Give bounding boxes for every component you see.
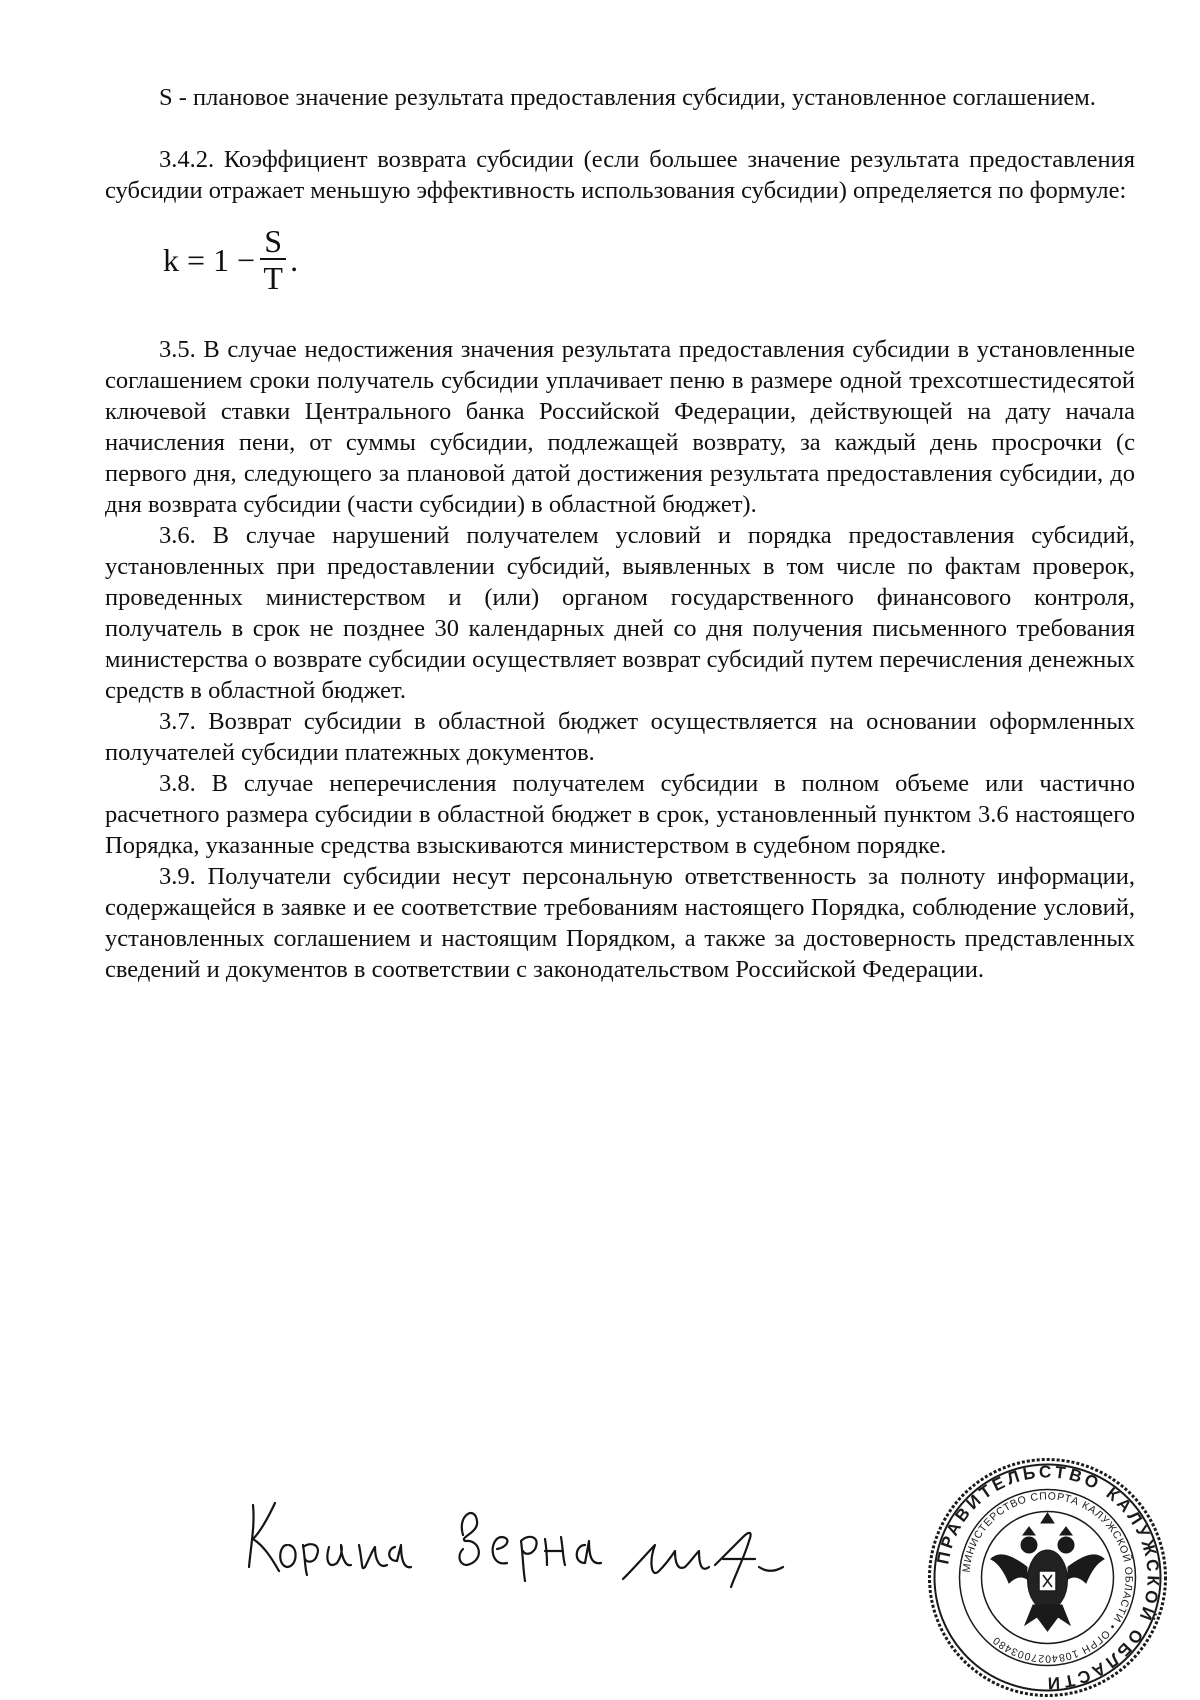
paragraph-s-definition: S - плановое значение результата предоставления субсидии, установленное соглашением. [159, 84, 1096, 111]
paragraph-3-4-2: 3.4.2. Коэффициент возврата субсидии (если большее значение результата предоставления субсидии отражает меньшую эффективность использования субсидии) определяется по формуле: [105, 146, 1135, 204]
paragraph-3-9: 3.9. Получатели субсидии несут персональную ответственность за полноту информации, содержащейся в заявке и ее соответствие требованиям настоящего Порядка, соблюдение условий, установленных соглашением и настоящим Порядком, а также за достоверность представленных сведений и документов в соответствии с законодательством Российской Федерации. [105, 863, 1135, 983]
paragraph-gap [105, 113, 1135, 144]
paragraph-3-5: 3.5. В случае недостижения значения результата предоставления субсидии в установленные соглашением сроки получатель субсидии уплачивает пеню в размере одной трехсотшестидесятой ключевой ставки Центрального банка Российской Федерации, действующей на дату начала начисления пени, от суммы субсидии, подлежащей возврату, за каждый день просрочки (с первого дня, следующего за плановой датой достижения результата предоставления субсидии, до дня возврата субсидии (части субсидии) в областной бюджет). [105, 336, 1135, 518]
handwritten-signature [245, 1475, 805, 1605]
formula-fraction [260, 224, 286, 296]
formula-numerator: S [264, 223, 282, 259]
formula-lhs: k = 1 − [163, 241, 256, 278]
formula [163, 224, 298, 296]
paragraph-3-6: 3.6. В случае нарушений получателем условий и порядка предоставления субсидий, установленных при предоставлении субсидий, выявленных в том числе по фактам проверок, проведенных министерством и (или) органом государственного финансового контроля, получатель в срок не позднее 30 календарных дней со дня получения письменного требования министерства о возврате субсидии осуществляет возврат субсидий путем перечисления денежных средств в областной бюджет. [105, 522, 1135, 704]
formula-suffix: . [290, 241, 299, 278]
official-seal [925, 1455, 1170, 1700]
svg-text:МИНИСТЕРСТВО СПОРТА КАЛУЖСКОЙ: МИНИСТЕРСТВО СПОРТА КАЛУЖСКОЙ ОБЛАСТИ • ОГРН 1084027003480 [960, 1490, 1135, 1665]
paragraph-3-8: 3.8. В случае неперечисления получателем субсидии в полном объеме или частично расчетного размера субсидии в областной бюджет в срок, установленный пунктом 3.6 настоящего Порядка, указанные средства взыскиваются министерством в судебном порядке. [105, 770, 1135, 859]
document-body [105, 82, 1135, 985]
paragraph-3-7: 3.7. Возврат субсидии в областной бюджет осуществляется на основании оформленных получателей субсидии платежных документов. [105, 708, 1135, 766]
svg-text:ПРАВИТЕЛЬСТВО КАЛУЖСКОЙ ОБЛАСТ: ПРАВИТЕЛЬСТВО КАЛУЖСКОЙ ОБЛАСТИ [933, 1462, 1163, 1693]
formula-block [105, 216, 1135, 316]
formula-denominator: T [263, 260, 283, 296]
